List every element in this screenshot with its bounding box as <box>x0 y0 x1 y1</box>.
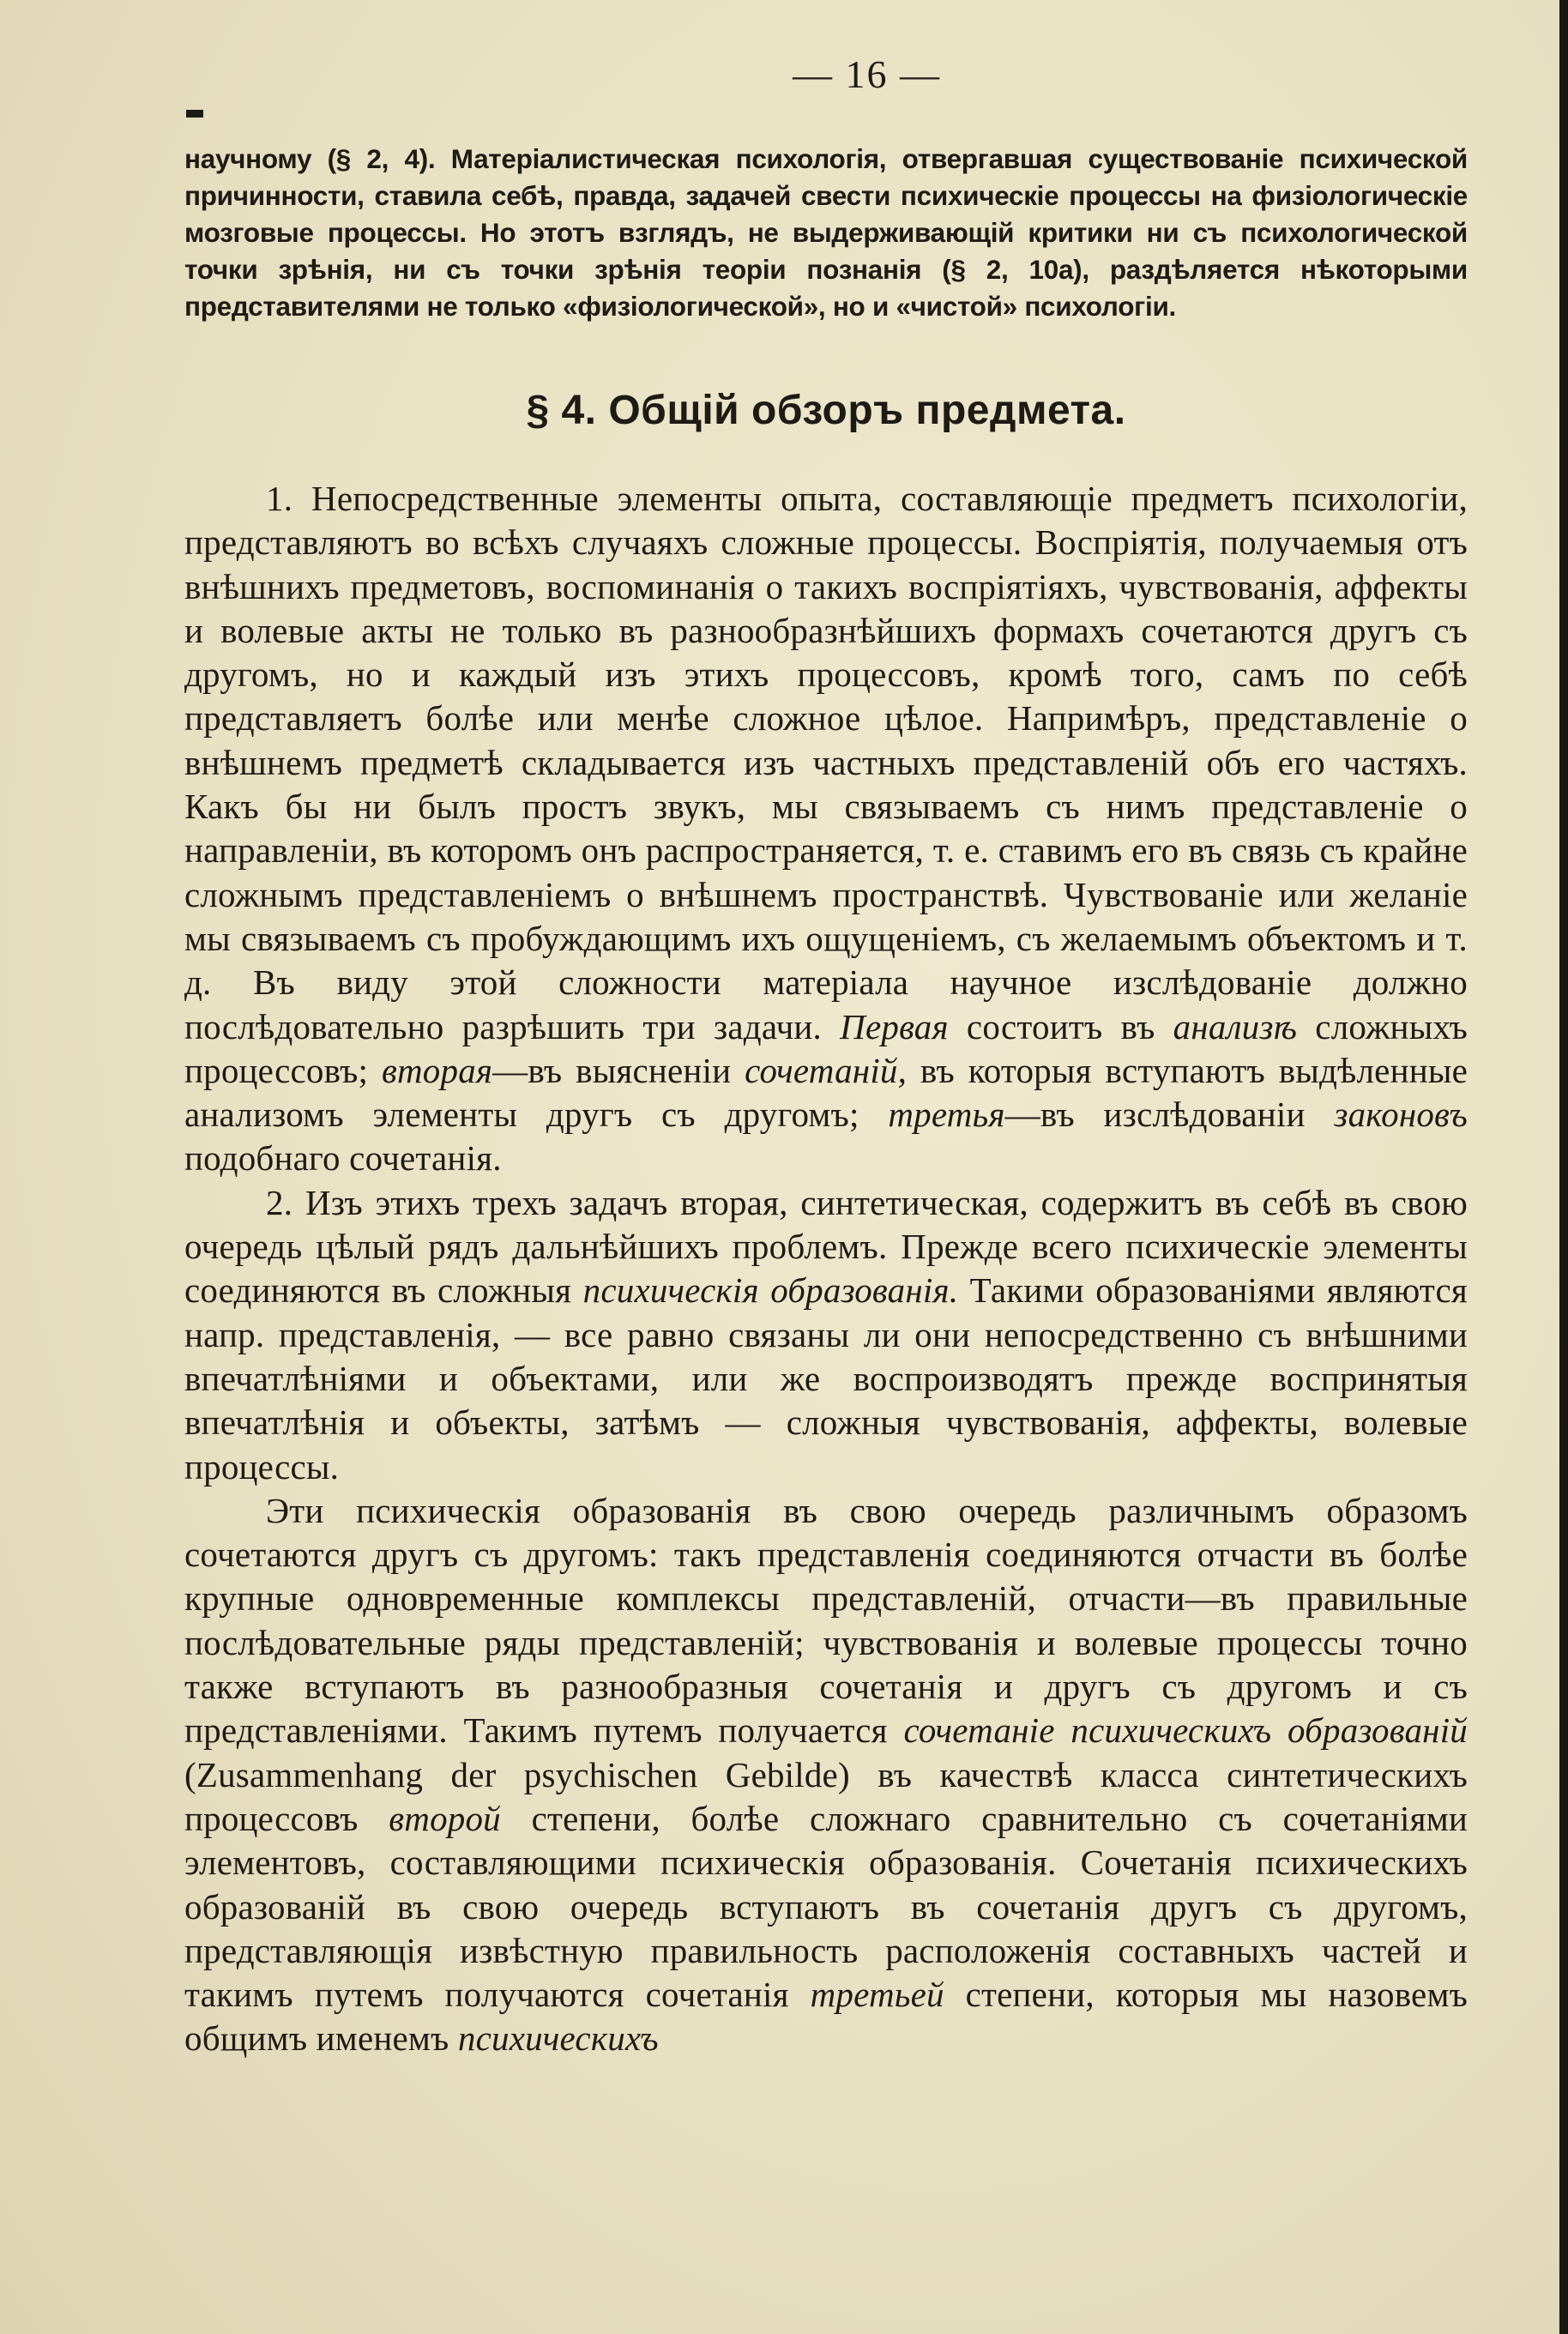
footnote-continuation <box>184 141 1468 325</box>
paragraph-2: 2. Изъ этихъ трехъ задачъ вторая, синтетическая, содержитъ въ себѣ въ свою очередь цѣлый рядъ дальнѣйшихъ проблемъ. Прежде всего психическіе элементы соединяются въ сложныя психическія образованія. Такими образованіями являются напр. представленія, — все равно связаны ли они непосредственно съ внѣшними впечатлѣніями и объектами, или же воспроизводятъ прежде воспринятыя впечатлѣнія и объекты, затѣмъ — сложныя чувствованія, аффекты, волевые процессы. <box>184 1182 1468 1487</box>
paragraph-3: Эти психическія образованія въ свою очередь различнымъ образомъ сочетаются другъ съ другомъ: такъ представленія соединяются отчасти въ болѣе крупные одновременные комплексы представленій, отчасти—въ правильные послѣдовательные ряды представленій; чувствованія и волевые процессы точно также вступаютъ въ разнообразныя сочетанія и другъ съ другомъ и съ представленіями. Такимъ путемъ получается сочетаніе психическихъ образованій (Zusammenhang der psychischen Gebilde) въ качествѣ класса синтетическихъ процессовъ второй степени, болѣе сложнаго сравнительно съ сочетаніями элементовъ, составляющими психическія образованія. Сочетанія психическихъ образованій въ свою очередь вступаютъ въ сочетанія другъ съ другомъ, представляющія извѣстную правильность расположенія составныхъ частей и такимъ путемъ получаются сочетанія третьей степени, которыя мы назовемъ общимъ именемъ психическихъ <box>184 1490 1468 2059</box>
paragraph-1: 1. Непосредственные элементы опыта, составляющіе предметъ психологіи, представляютъ во всѣхъ случаяхъ сложные процессы. Воспріятія, получаемыя отъ внѣшнихъ предметовъ, воспоминанія о такихъ воспріятіяхъ, чувствованія, аффекты и волевые акты не только въ разнообразнѣйшихъ формахъ сочетаются другъ съ другомъ, но и каждый изъ этихъ процессовъ, кромѣ того, самъ по себѣ представляетъ болѣе или менѣе сложное цѣлое. Напримѣръ, представленіе о внѣшнемъ предметѣ складывается изъ частныхъ представленій объ его частяхъ. Какъ бы ни былъ простъ звукъ, мы связываемъ съ нимъ представленіе о направленіи, въ которомъ онъ распространяется, т. е. ставимъ его въ связь съ крайне сложнымъ представленіемъ о внѣшнемъ пространствѣ. Чувствованіе или желаніе мы связываемъ съ пробуждающимъ ихъ ощущеніемъ, съ желаемымъ объектомъ и т. д. Въ виду этой сложности матеріала научное изслѣдованіе должно послѣдовательно разрѣшить три задачи. Первая состоитъ въ анализѣ сложныхъ процессовъ; вторая—въ выясненіи сочетаній, въ которыя вступаютъ выдѣленные анализомъ элементы другъ съ другомъ; третья—въ изслѣдованіи законовъ подобнаго сочетанія. <box>184 479 1468 1179</box>
margin-mark <box>186 110 203 118</box>
footnote-text: научному (§ 2, 4). Матеріалистическая психологія, отвергавшая существованіе психической причинности, ставила себѣ, правда, задачей свести психическіе процессы на физіологическіе мозговые процессы. Но этотъ взглядъ, не выдерживающій критики ни съ психологической точки зрѣнія, ни съ точки зрѣнія теоріи познанія (§ 2, 10a), раздѣляется нѣкоторыми представителями не только «физіологической», но и «чистой» психологіи. <box>184 143 1468 322</box>
body-text <box>184 477 1468 2061</box>
page-number: — 16 — <box>793 52 941 96</box>
page-edge <box>1559 0 1568 2334</box>
book-page <box>184 51 1468 2061</box>
section-heading: § 4. Общій обзоръ предмета. <box>526 388 1126 433</box>
